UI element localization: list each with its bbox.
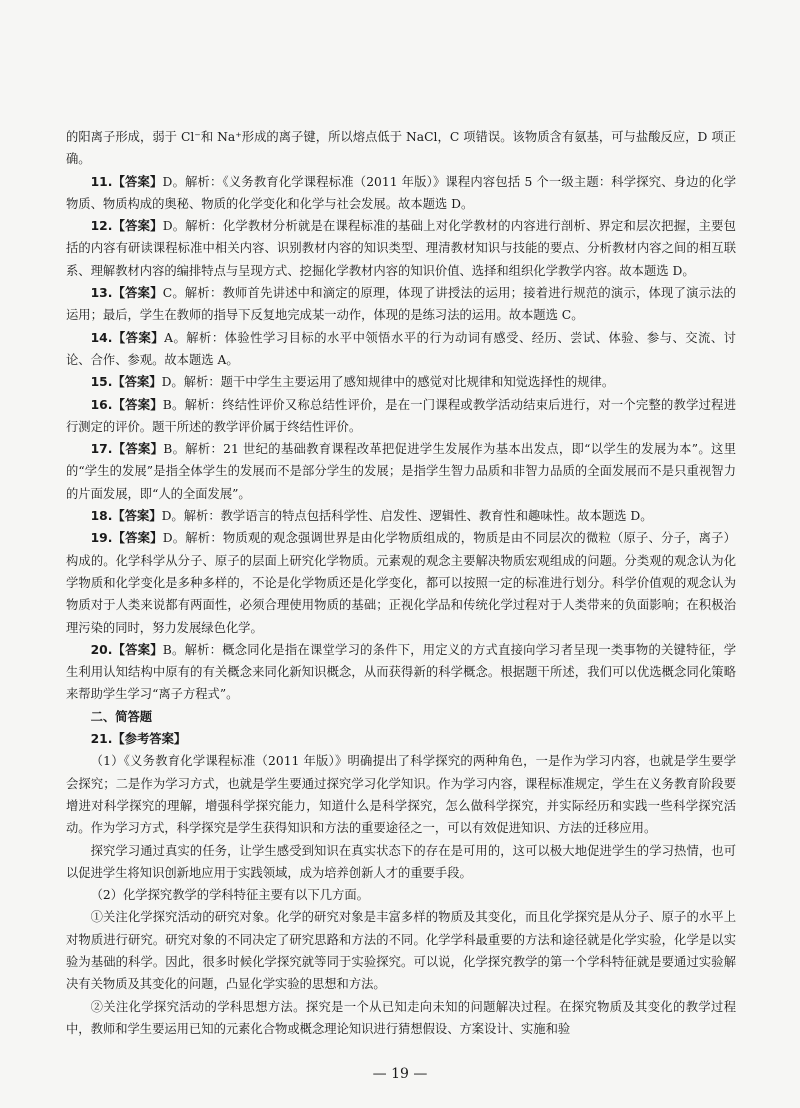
answer-21-part-2: （2）化学探究教学的学科特征主要有以下几方面。 [90,888,369,903]
answer-21-point-2: ②关注化学探究活动的学科思想方法。探究是一个从已知走向未知的问题解决过程。在探究物质及其变化的教学过程中，教师和学生要运用已知的元素化合物或概念理论知识进行猜想假设、方案设计、实施和验 [66,999,736,1036]
page-content [66,126,736,1040]
answer-12: 12.【答案】D。解析：化学教材分析就是在课程标准的基础上对化学教材的内容进行剖析、界定和层次把握，主要包括的内容有研读课程标准中相关内容、识别教材内容的知识类型、理清教材知识与技能的要点、分析教材内容之间的相互联系、理解教材内容的编排特点与呈现方式、挖掘化学教材内容的知识价值、选择和组织化学教学内容。故本题选 D。 [66,219,736,278]
reference-answer-21-heading: 21.【参考答案】 [90,732,187,747]
answer-11: 11.【答案】D。解析：《义务教育化学课程标准（2011 年版）》课程内容包括 5 个一级主题：科学探究、身边的化学物质、物质构成的奥秘、物质的化学变化和化学与社会发展。故本题选 D。 [66,174,736,211]
paragraph-continuation: 的阳离子形成，弱于 Cl⁻和 Na⁺形成的离子键，所以熔点低于 NaCl，C 项错误。该物质含有氨基，可与盐酸反应，D 项正确。 [66,130,736,167]
answer-21-point-1: ①关注化学探究活动的研究对象。化学的研究对象是丰富多样的物质及其变化，而且化学探究是从分子、原子的水平上对物质进行研究。研究对象的不同决定了研究思路和方法的不同。化学学科最重要的方法和途径就是化学实验，化学是以实验为基础的科学。因此，很多时候化学探究就等同于实验探究。可以说，化学探究教学的第一个学科特征就是要通过实验解决有关物质及其变化的问题，凸显化学实验的思想和方法。 [66,910,736,992]
answer-15: 15.【答案】D。解析：题干中学生主要运用了感知规律中的感觉对比规律和知觉选择性的规律。 [90,375,615,390]
answer-18: 18.【答案】D。解析：教学语言的特点包括科学性、启发性、逻辑性、教育性和趣味性。故本题选 D。 [90,509,653,524]
answer-21-part-1: （1）《义务教育化学课程标准（2011 年版）》明确提出了科学探究的两种角色，一是作为学习内容，也就是学生要学会探究；二是作为学习方式，也就是学生要通过探究学习化学知识。作为学习内容，课程标准规定，学生在义务教育阶段要增进对科学探究的理解，增强科学探究能力，知道什么是科学探究，怎么做科学探究，并实际经历和实践一些科学探究活动。作为学习方式，科学探究是学生获得知识和方法的重要途径之一，可以有效促进知识、方法的迁移应用。 [66,754,736,836]
answer-17: 17.【答案】B。解析：21 世纪的基础教育课程改革把促进学生发展作为基本出发点，即“以学生的发展为本”。这里的“学生的发展”是指全体学生的发展而不是部分学生的发展；是指学生智力品质和非智力品质的全面发展而不是只重视智力的片面发展，即“人的全面发展”。 [66,442,736,501]
answer-14: 14.【答案】A。解析：体验性学习目标的水平中领悟水平的行为动词有感受、经历、尝试、体验、参与、交流、讨论、合作、参观。故本题选 A。 [66,330,736,367]
answer-16: 16.【答案】B。解析：终结性评价又称总结性评价，是在一门课程或教学活动结束后进行，对一个完整的教学过程进行测定的评价。题干所述的教学评价属于终结性评价。 [66,397,736,434]
answer-19: 19.【答案】D。解析：物质观的观念强调世界是由化学物质组成的，物质是由不同层次的微粒（原子、分子，离子）构成的。化学科学从分子、原子的层面上研究化学物质。元素观的观念主要解决物质宏观组成的问题。分类观的观念认为化学物质和化学变化是多种多样的，不论是化学物质还是化学变化，都可以按照一定的标准进行划分。科学价值观的观念认为物质对于人类来说都有两面性，必须合理使用物质的基础；正视化学品和传统化学过程对于人类带来的负面影响；在积极治理污染的同时，努力发展绿色化学。 [66,531,736,635]
answer-21-part-1-cont: 探究学习通过真实的任务，让学生感受到知识在真实状态下的存在是可用的，这可以极大地促进学生的学习热情，也可以促进学生将知识创新地应用于实践领域，成为培养创新人才的重要手段。 [66,843,736,880]
answer-20: 20.【答案】B。解析：概念同化是指在课堂学习的条件下，用定义的方式直接向学习者呈现一类事物的关键特征，学生利用认知结构中原有的有关概念来同化新知识概念，从而获得新的科学概念。根据题干所述，我们可以优选概念同化策略来帮助学生学习“离子方程式”。 [66,642,736,702]
page-number: — 19 — [372,1066,428,1082]
answer-13: 13.【答案】C。解析：教师首先讲述中和滴定的原理，体现了讲授法的运用；接着进行规范的演示，体现了演示法的运用；最后，学生在教师的指导下反复地完成某一动作，体现的是练习法的运用。故本题选 C。 [66,286,736,323]
section-heading-short-answer: 二、简答题 [90,709,153,724]
